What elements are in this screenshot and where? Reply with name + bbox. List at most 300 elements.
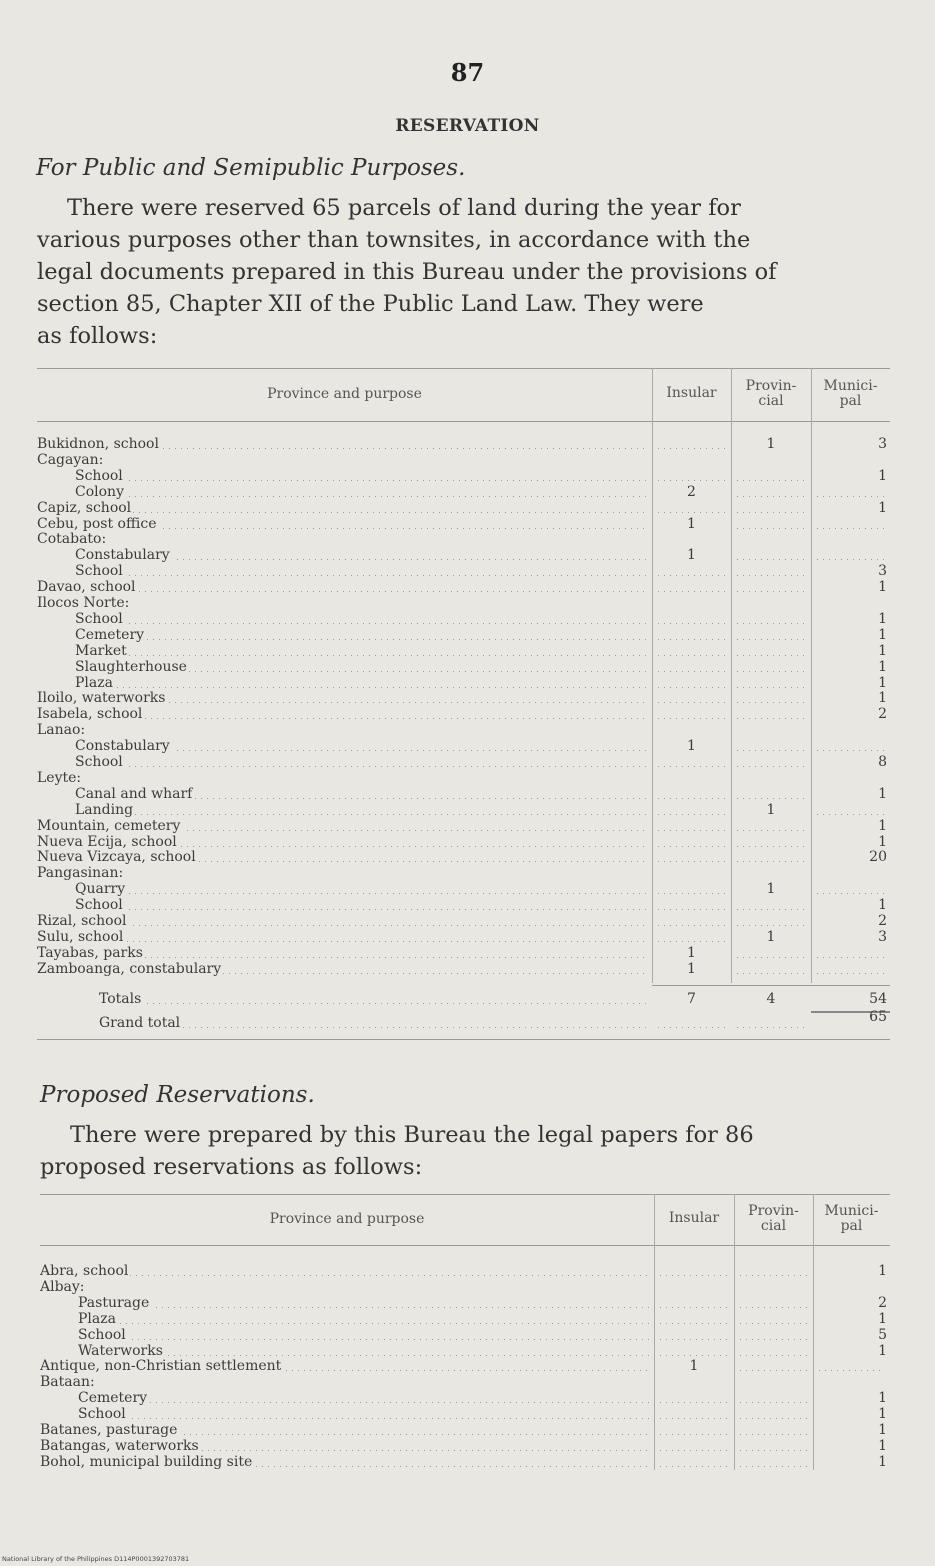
row-label-text: Plaza	[78, 1310, 116, 1327]
row-label	[37, 579, 648, 595]
cell-provincial-leader	[740, 1418, 807, 1419]
cell-insular-leader	[660, 1307, 728, 1308]
cell-insular-leader	[658, 846, 725, 847]
cell-insular-leader	[658, 702, 725, 703]
cell-municipal-leader	[817, 893, 884, 894]
table-row	[37, 690, 890, 706]
cell-provincial-leader	[737, 925, 805, 926]
table-row	[37, 531, 890, 547]
cell-municipal: 1	[878, 467, 887, 484]
total-insular: 7	[687, 990, 696, 1007]
table-row	[37, 500, 890, 516]
cell-municipal: 3	[878, 928, 887, 945]
paragraph-line: There were reserved 65 parcels of land during the year for	[67, 195, 741, 221]
cell-provincial-leader	[740, 1275, 807, 1276]
row-label	[37, 834, 648, 850]
row-label	[78, 1295, 650, 1311]
row-label-text: Pangasinan:	[37, 865, 124, 882]
cell-insular: 1	[689, 1358, 699, 1375]
row-label	[40, 1263, 650, 1279]
cell-provincial-leader	[737, 559, 805, 560]
row-label-text: School	[75, 563, 123, 580]
row-label-text: Leyte:	[37, 769, 82, 786]
row-label	[37, 706, 648, 722]
row-label-text: Nueva Vizcaya, school	[37, 849, 196, 866]
cell-municipal: 1	[878, 785, 887, 802]
cell-provincial-leader	[737, 639, 805, 640]
cell-insular-leader	[658, 591, 725, 592]
header-province-purpose: Province and purpose	[269, 1211, 425, 1227]
cell-provincial-leader	[740, 1339, 807, 1340]
table-row	[37, 595, 890, 611]
row-label	[78, 1406, 650, 1422]
reservations-table	[37, 368, 890, 1058]
cell-provincial-leader	[740, 1370, 807, 1371]
row-label-text: Batanes, pasturage	[40, 1422, 178, 1438]
table-row	[37, 865, 890, 881]
row-label-text: Constabulary	[75, 547, 170, 564]
row-label-text: Landing	[75, 801, 134, 818]
row-label-text: Bataan:	[40, 1374, 95, 1391]
row-label	[78, 1343, 650, 1359]
table-row	[40, 1327, 890, 1343]
total-provincial: 4	[766, 990, 776, 1007]
cell-provincial-leader	[737, 957, 805, 958]
header-province-purpose: Province and purpose	[267, 386, 422, 402]
table-row	[37, 929, 890, 945]
header-municipal-line1: Munici-	[824, 1203, 879, 1219]
section-heading: RESERVATION	[395, 116, 540, 136]
row-label	[75, 786, 648, 802]
cell-provincial-leader	[737, 830, 805, 831]
table-row	[37, 627, 890, 643]
cell-municipal: 1	[878, 690, 887, 707]
row-label	[75, 468, 648, 484]
paragraph-public-purposes	[37, 192, 887, 352]
cell-provincial-leader	[737, 846, 805, 847]
header-municipal	[813, 1204, 890, 1234]
row-label-text: Canal and wharf	[75, 785, 193, 802]
cell-insular-leader	[658, 766, 725, 767]
header-municipal-line2: pal	[839, 393, 862, 409]
table-row	[40, 1263, 890, 1279]
row-label	[75, 643, 648, 659]
row-label-text: Antique, non-Christian settlement	[40, 1358, 282, 1375]
table-row	[37, 516, 890, 532]
cell-municipal: 2	[878, 1294, 887, 1311]
header-municipal-line2: pal	[840, 1218, 863, 1234]
cell-municipal: 1	[878, 1437, 887, 1454]
cell-provincial: 1	[766, 928, 776, 945]
cell-insular: 1	[687, 944, 696, 961]
cell-municipal: 1	[878, 1342, 887, 1359]
row-label	[75, 754, 648, 770]
cell-insular: 1	[687, 960, 696, 977]
cell-insular-leader	[658, 448, 725, 449]
cell-municipal-leader	[817, 973, 884, 974]
header-municipal-line1: Munici-	[823, 378, 878, 394]
row-label	[37, 722, 648, 738]
cell-insular-leader	[658, 718, 725, 719]
cell-provincial-leader	[737, 687, 805, 688]
table-row	[37, 659, 890, 675]
header-provincial	[731, 379, 811, 409]
cell-insular-leader	[660, 1466, 728, 1467]
row-label	[75, 484, 648, 500]
grand-total-label-text: Grand total	[99, 1014, 181, 1031]
cell-municipal: 2	[878, 913, 887, 929]
table-row	[40, 1311, 890, 1327]
row-label-text: Cemetery	[78, 1390, 148, 1407]
row-label-text: School	[75, 754, 123, 770]
table-row	[40, 1343, 890, 1359]
table-row	[37, 484, 890, 500]
row-label-text: School	[75, 897, 123, 914]
cell-insular: 1	[687, 515, 696, 532]
row-label	[37, 452, 648, 468]
paragraph-line: various purposes other than townsites, in accordance with the	[37, 227, 751, 253]
cell-provincial-leader	[737, 575, 805, 576]
table-row	[40, 1295, 890, 1311]
row-label-text: Sulu, school	[37, 928, 124, 945]
row-label	[75, 563, 648, 579]
cell-provincial: 1	[766, 881, 776, 898]
cell-insular-leader	[658, 512, 725, 513]
subheading-public-purposes: For Public and Semipublic Purposes.	[36, 155, 466, 181]
cell-municipal: 5	[878, 1326, 887, 1343]
cell-municipal: 1	[878, 1422, 887, 1438]
header-insular: Insular	[666, 385, 717, 401]
row-label	[37, 961, 648, 977]
table-row	[40, 1438, 890, 1454]
cell-municipal: 1	[878, 1453, 887, 1470]
cell-insular-leader	[658, 798, 725, 799]
cell-provincial-leader	[740, 1323, 807, 1324]
table-row	[37, 643, 890, 659]
table-row	[37, 961, 890, 977]
row-label	[75, 611, 648, 627]
cell-municipal-leader	[817, 814, 884, 815]
row-label	[78, 1327, 650, 1343]
proposed-reservations-table	[40, 1194, 890, 1474]
cell-municipal-leader	[817, 957, 884, 958]
row-label-text: Mountain, cemetery	[37, 817, 181, 834]
row-label-text: Colony	[75, 483, 124, 500]
header-insular: Insular	[668, 1210, 720, 1226]
cell-municipal: 1	[878, 674, 887, 691]
row-label	[37, 436, 648, 452]
totals-label	[99, 991, 648, 1007]
row-label-text: Pasturage	[78, 1294, 150, 1311]
cell-provincial-leader	[737, 512, 805, 513]
cell-provincial-leader	[737, 973, 805, 974]
cell-municipal: 1	[878, 897, 887, 914]
paragraph-line: section 85, Chapter XII of the Public Land Law. They were	[37, 291, 704, 317]
table-header	[37, 368, 890, 422]
cell-municipal-leader	[817, 559, 884, 560]
table-row	[37, 452, 890, 468]
totals-rule	[652, 985, 890, 986]
cell-municipal-leader	[817, 528, 884, 529]
grand-total-value: 65	[869, 1008, 887, 1025]
table-row	[37, 547, 890, 563]
cell-insular-leader	[658, 575, 725, 576]
cell-insular-leader	[658, 814, 725, 815]
cell-provincial-leader	[737, 766, 805, 767]
cell-municipal: 3	[878, 436, 887, 452]
row-label-text: Abra, school	[40, 1263, 129, 1279]
row-label-text: Nueva Ecija, school	[37, 833, 177, 850]
cell-provincial-leader	[740, 1307, 807, 1308]
row-label	[37, 849, 648, 865]
table-row	[37, 754, 890, 770]
table-row	[37, 945, 890, 961]
row-label-text: Davao, school	[37, 579, 136, 596]
row-label-text: Capiz, school	[37, 499, 132, 516]
row-label-text: School	[75, 467, 123, 484]
header-provincial	[734, 1204, 813, 1234]
cell-provincial-leader	[737, 591, 805, 592]
row-label-text: Isabela, school	[37, 706, 143, 723]
cell-provincial-leader	[737, 702, 805, 703]
header-provincial-line2: cial	[758, 393, 784, 409]
row-label-text: School	[78, 1326, 126, 1343]
cell-municipal-leader	[819, 1370, 884, 1371]
grand-total-insular-leader	[658, 1027, 725, 1028]
table-bottom-rule	[37, 1039, 890, 1040]
grand-total-provincial-leader	[737, 1027, 805, 1028]
row-label-text: Zamboanga, constabulary	[37, 960, 222, 977]
cell-provincial: 1	[766, 436, 776, 452]
cell-municipal: 1	[878, 610, 887, 627]
total-municipal: 54	[869, 990, 887, 1007]
subheading-proposed-reservations: Proposed Reservations.	[40, 1082, 315, 1108]
cell-municipal: 1	[878, 579, 887, 596]
table-row	[40, 1279, 890, 1295]
cell-municipal: 3	[878, 563, 887, 580]
row-label	[40, 1422, 650, 1438]
cell-municipal: 1	[878, 1263, 887, 1279]
grand-total-row	[37, 1008, 890, 1031]
row-label-text: Batangas, waterworks	[40, 1437, 199, 1454]
cell-provincial-leader	[737, 496, 805, 497]
row-label	[75, 675, 648, 691]
table-row	[40, 1406, 890, 1422]
row-label-text: Bukidnon, school	[37, 436, 159, 452]
row-label	[40, 1279, 650, 1295]
cell-insular-leader	[660, 1402, 728, 1403]
page-number: 87	[450, 58, 485, 87]
cell-provincial-leader	[737, 480, 805, 481]
cell-provincial-leader	[737, 750, 805, 751]
header-provincial-line1: Provin-	[748, 1203, 799, 1219]
table-row	[40, 1358, 890, 1374]
cell-insular-leader	[658, 909, 725, 910]
table-row	[40, 1374, 890, 1390]
row-label	[37, 516, 648, 532]
row-label	[37, 595, 648, 611]
table-row	[40, 1454, 890, 1470]
cell-insular-leader	[658, 861, 725, 862]
table-row	[37, 468, 890, 484]
table-row	[37, 611, 890, 627]
cell-insular-leader	[658, 639, 725, 640]
table-row	[37, 849, 890, 865]
row-label	[75, 627, 648, 643]
cell-provincial-leader	[740, 1402, 807, 1403]
row-label-text: Iloilo, waterworks	[37, 690, 166, 707]
library-footer: National Library of the Philippines D114P0001392703781	[2, 1555, 190, 1563]
table-row	[37, 563, 890, 579]
table-row	[37, 881, 890, 897]
row-label-text: Constabulary	[75, 738, 170, 755]
cell-provincial-leader	[737, 909, 805, 910]
cell-provincial-leader	[740, 1466, 807, 1467]
cell-insular-leader	[658, 480, 725, 481]
cell-insular: 2	[687, 483, 696, 500]
cell-insular-leader	[658, 671, 725, 672]
cell-insular-leader	[660, 1418, 728, 1419]
row-label-text: Waterworks	[78, 1342, 163, 1359]
cell-provincial-leader	[737, 655, 805, 656]
cell-insular-leader	[660, 1434, 728, 1435]
row-label	[78, 1390, 650, 1406]
totals-row	[37, 991, 890, 1007]
table-row	[37, 706, 890, 722]
cell-insular-leader	[658, 830, 725, 831]
row-label	[37, 945, 648, 961]
cell-municipal-leader	[817, 496, 884, 497]
cell-municipal: 1	[878, 833, 887, 850]
row-label	[37, 818, 648, 834]
paragraph-line: proposed reservations as follows:	[40, 1154, 423, 1180]
cell-insular-leader	[660, 1323, 728, 1324]
cell-insular-leader	[658, 623, 725, 624]
row-label-text: School	[75, 610, 123, 627]
row-label-text: School	[78, 1406, 126, 1423]
table-row	[37, 834, 890, 850]
row-label	[37, 929, 648, 945]
paragraph-line: as follows:	[37, 323, 158, 349]
row-label-text: Albay:	[40, 1278, 85, 1295]
cell-insular: 1	[687, 547, 696, 564]
cell-insular-leader	[660, 1450, 728, 1451]
table-row	[37, 436, 890, 452]
cell-insular-leader	[660, 1275, 728, 1276]
cell-provincial: 1	[766, 801, 776, 818]
row-label-text: Plaza	[75, 674, 113, 691]
cell-provincial-leader	[737, 718, 805, 719]
row-label-text: Lanao:	[37, 722, 86, 739]
row-label	[40, 1454, 650, 1470]
cell-insular-leader	[658, 655, 725, 656]
row-label	[37, 865, 648, 881]
cell-insular-leader	[658, 893, 725, 894]
table-row	[37, 913, 890, 929]
row-label-text: Cotabato:	[37, 531, 107, 548]
cell-municipal: 20	[869, 849, 887, 866]
row-label	[78, 1311, 650, 1327]
table-row	[37, 722, 890, 738]
header-provincial-line1: Provin-	[745, 378, 797, 394]
table-header	[40, 1194, 890, 1246]
row-label-text: Tayabas, parks	[37, 944, 143, 961]
row-label-text: Bohol, municipal building site	[40, 1453, 253, 1470]
row-label	[37, 690, 648, 706]
row-label-text: Ilocos Norte:	[37, 595, 130, 611]
grand-total-label	[99, 1015, 648, 1031]
cell-insular-leader	[660, 1339, 728, 1340]
row-label	[37, 913, 648, 929]
row-label-text: Cemetery	[75, 626, 145, 643]
header-provincial-line2: cial	[760, 1218, 787, 1234]
cell-provincial-leader	[737, 671, 805, 672]
row-label-text: Cebu, post office	[37, 515, 157, 532]
row-label-text: Market	[75, 642, 127, 659]
cell-insular-leader	[658, 687, 725, 688]
paragraph-line: legal documents prepared in this Bureau under the provisions of	[37, 259, 777, 285]
row-label-text: Cagayan:	[37, 451, 104, 468]
cell-municipal: 2	[878, 706, 887, 723]
row-label-text: Quarry	[75, 881, 126, 898]
cell-municipal: 1	[878, 1406, 887, 1423]
header-municipal	[811, 379, 890, 409]
cell-provincial-leader	[740, 1355, 807, 1356]
cell-insular: 1	[687, 738, 696, 755]
cell-insular-leader	[660, 1355, 728, 1356]
cell-municipal: 1	[878, 1390, 887, 1407]
cell-municipal: 8	[878, 754, 887, 770]
row-label	[75, 897, 648, 913]
table-row	[40, 1422, 890, 1438]
row-label	[75, 802, 648, 818]
cell-provincial-leader	[737, 623, 805, 624]
table-row	[37, 770, 890, 786]
cell-municipal: 1	[878, 626, 887, 643]
table-row	[37, 818, 890, 834]
table-row	[37, 675, 890, 691]
cell-municipal: 1	[878, 1310, 887, 1327]
row-label	[37, 531, 648, 547]
row-label	[75, 738, 648, 754]
cell-provincial-leader	[737, 528, 805, 529]
table-row	[37, 897, 890, 913]
cell-provincial-leader	[737, 861, 805, 862]
cell-insular-leader	[658, 941, 725, 942]
cell-provincial-leader	[740, 1450, 807, 1451]
table-row	[37, 786, 890, 802]
table-row	[37, 802, 890, 818]
totals-label-text: Totals	[99, 990, 142, 1007]
table-row	[40, 1390, 890, 1406]
row-label	[40, 1358, 650, 1374]
cell-municipal: 1	[878, 642, 887, 659]
paragraph-line: There were prepared by this Bureau the legal papers for 86	[70, 1122, 754, 1148]
cell-municipal: 1	[878, 817, 887, 834]
row-label-text: Rizal, school	[37, 913, 127, 929]
row-label	[75, 547, 648, 563]
row-label	[37, 770, 648, 786]
row-label-text: Slaughterhouse	[75, 658, 187, 675]
row-label	[75, 659, 648, 675]
row-label	[40, 1438, 650, 1454]
cell-insular-leader	[658, 925, 725, 926]
cell-provincial-leader	[740, 1434, 807, 1435]
cell-municipal-leader	[817, 750, 884, 751]
table-row	[37, 738, 890, 754]
cell-municipal: 1	[878, 499, 887, 516]
cell-municipal: 1	[878, 658, 887, 675]
